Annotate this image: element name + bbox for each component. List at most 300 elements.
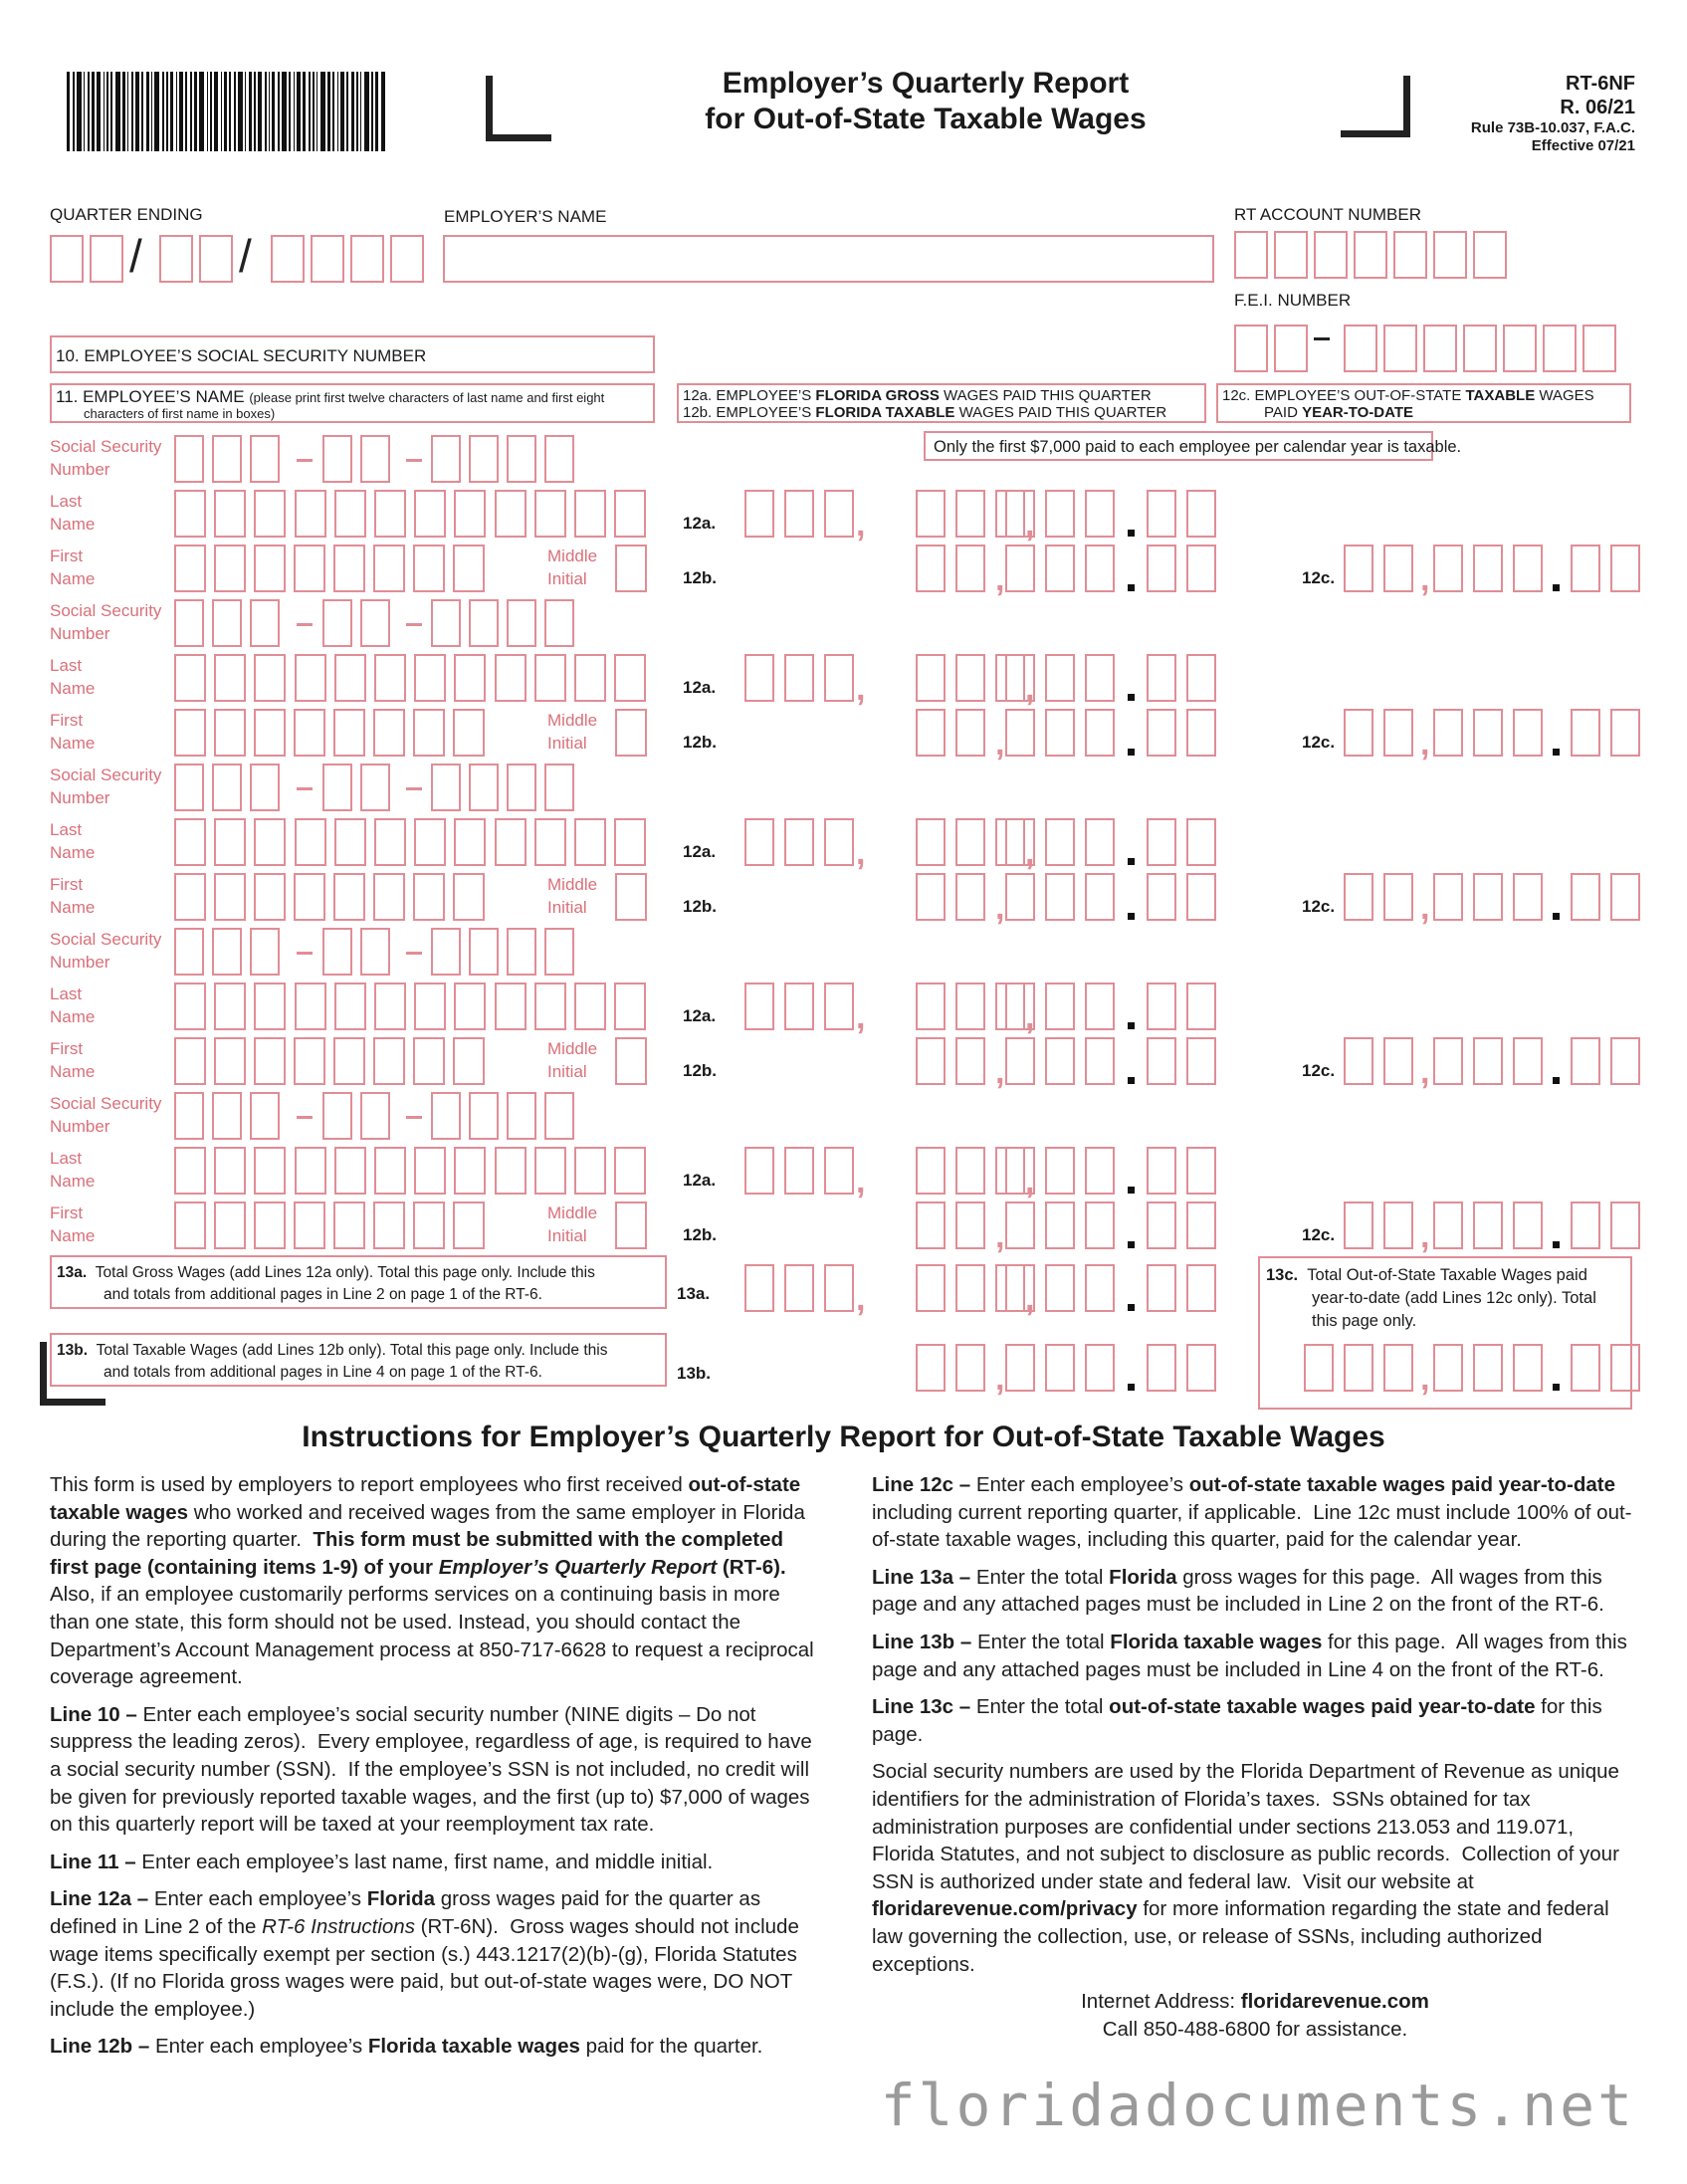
ssn-digit-box[interactable] xyxy=(431,599,461,647)
first-name-char-box[interactable] xyxy=(333,1201,365,1249)
wage-12a-digit-box[interactable] xyxy=(824,490,854,538)
wage-12a-digit-box[interactable] xyxy=(824,1264,854,1312)
ssn-digit-box[interactable] xyxy=(507,928,536,976)
wage-12a-digit-box[interactable] xyxy=(955,818,985,866)
wage-12a-digit-box[interactable] xyxy=(784,983,814,1030)
wage-12b-digit-box[interactable] xyxy=(1005,709,1035,757)
wage-12c-digit-box[interactable] xyxy=(1473,545,1503,592)
ssn-digit-box[interactable] xyxy=(174,1092,204,1140)
wage-12a-digit-box[interactable] xyxy=(824,1147,854,1195)
first-name-char-box[interactable] xyxy=(254,1037,286,1085)
last-name-char-box[interactable] xyxy=(334,490,366,538)
first-name-char-box[interactable] xyxy=(413,545,445,592)
last-name-char-box[interactable] xyxy=(374,654,406,702)
quarter-ending-digit-box[interactable] xyxy=(199,235,233,283)
last-name-char-box[interactable] xyxy=(574,1147,606,1195)
last-name-char-box[interactable] xyxy=(214,1147,246,1195)
wage-12b-digit-box[interactable] xyxy=(955,1037,985,1085)
last-name-char-box[interactable] xyxy=(454,1147,486,1195)
last-name-char-box[interactable] xyxy=(414,654,446,702)
last-name-char-box[interactable] xyxy=(495,1147,527,1195)
wage-12b-digit-box[interactable] xyxy=(1085,709,1115,757)
middle-initial-box[interactable] xyxy=(615,1037,647,1085)
ssn-digit-box[interactable] xyxy=(212,1092,242,1140)
middle-initial-box[interactable] xyxy=(615,873,647,921)
fei-digit-box[interactable] xyxy=(1344,325,1377,372)
wage-12a-digit-box[interactable] xyxy=(824,818,854,866)
ssn-digit-box[interactable] xyxy=(431,764,461,811)
wage-12b-digit-box[interactable] xyxy=(1045,545,1075,592)
ssn-digit-box[interactable] xyxy=(212,764,242,811)
first-name-char-box[interactable] xyxy=(453,1037,485,1085)
wage-12a-digit-box[interactable] xyxy=(1045,654,1075,702)
wage-12c-digit-box[interactable] xyxy=(1610,1201,1640,1249)
first-name-char-box[interactable] xyxy=(373,1037,405,1085)
quarter-ending-digit-box[interactable] xyxy=(90,235,123,283)
wage-12b-digit-box[interactable] xyxy=(1186,545,1216,592)
ssn-digit-box[interactable] xyxy=(322,435,352,483)
first-name-char-box[interactable] xyxy=(214,873,246,921)
wage-12c-digit-box[interactable] xyxy=(1344,1201,1373,1249)
wage-12a-digit-box[interactable] xyxy=(916,1147,946,1195)
ssn-digit-box[interactable] xyxy=(212,435,242,483)
wage-12c-digit-box[interactable] xyxy=(1383,709,1413,757)
ssn-digit-box[interactable] xyxy=(322,599,352,647)
wage-12a-digit-box[interactable] xyxy=(1186,490,1216,538)
wage-12c-digit-box[interactable] xyxy=(1571,1037,1600,1085)
ssn-digit-box[interactable] xyxy=(174,928,204,976)
wage-12c-digit-box[interactable] xyxy=(1433,873,1463,921)
first-name-char-box[interactable] xyxy=(254,545,286,592)
last-name-char-box[interactable] xyxy=(374,1147,406,1195)
wage-12b-digit-box[interactable] xyxy=(1085,545,1115,592)
wage-12c-digit-box[interactable] xyxy=(1383,1201,1413,1249)
ssn-digit-box[interactable] xyxy=(544,928,574,976)
wage-12a-digit-box[interactable] xyxy=(1147,654,1176,702)
ssn-digit-box[interactable] xyxy=(507,764,536,811)
rt-account-digit-box[interactable] xyxy=(1314,231,1348,279)
ssn-digit-box[interactable] xyxy=(431,435,461,483)
first-name-char-box[interactable] xyxy=(214,545,246,592)
ssn-digit-box[interactable] xyxy=(469,928,499,976)
last-name-char-box[interactable] xyxy=(414,1147,446,1195)
wage-12a-digit-box[interactable] xyxy=(1045,983,1075,1030)
wage-12c-digit-box[interactable] xyxy=(1344,1037,1373,1085)
ssn-digit-box[interactable] xyxy=(507,599,536,647)
wage-12a-digit-box[interactable] xyxy=(1147,490,1176,538)
last-name-char-box[interactable] xyxy=(174,1147,206,1195)
wage-12b-digit-box[interactable] xyxy=(1186,709,1216,757)
website-link[interactable]: floridarevenue.com xyxy=(1240,1990,1429,2014)
middle-initial-box[interactable] xyxy=(615,545,647,592)
wage-12c-digit-box[interactable] xyxy=(1571,1201,1600,1249)
rt-account-digit-box[interactable] xyxy=(1354,231,1387,279)
wage-12a-digit-box[interactable] xyxy=(1085,654,1115,702)
fei-digit-box[interactable] xyxy=(1274,325,1308,372)
wage-12a-digit-box[interactable] xyxy=(916,818,946,866)
wage-12b-digit-box[interactable] xyxy=(1186,873,1216,921)
wage-12c-digit-box[interactable] xyxy=(1610,709,1640,757)
last-name-char-box[interactable] xyxy=(454,983,486,1030)
wage-12a-digit-box[interactable] xyxy=(1005,654,1035,702)
first-name-char-box[interactable] xyxy=(373,1201,405,1249)
last-name-char-box[interactable] xyxy=(254,490,286,538)
last-name-char-box[interactable] xyxy=(614,818,646,866)
wage-12b-digit-box[interactable] xyxy=(916,1344,946,1392)
fei-digit-box[interactable] xyxy=(1234,325,1268,372)
wage-12c-digit-box[interactable] xyxy=(1610,1037,1640,1085)
wage-12b-digit-box[interactable] xyxy=(1147,873,1176,921)
wage-12c-digit-box[interactable] xyxy=(1571,545,1600,592)
wage-12c-digit-box[interactable] xyxy=(1513,545,1543,592)
last-name-char-box[interactable] xyxy=(534,490,566,538)
last-name-char-box[interactable] xyxy=(254,654,286,702)
fei-digit-box[interactable] xyxy=(1383,325,1417,372)
fei-digit-box[interactable] xyxy=(1503,325,1537,372)
ssn-digit-box[interactable] xyxy=(360,928,390,976)
quarter-ending-digit-box[interactable] xyxy=(159,235,193,283)
wage-12b-digit-box[interactable] xyxy=(1147,1037,1176,1085)
wage-12b-digit-box[interactable] xyxy=(916,873,946,921)
wage-12b-digit-box[interactable] xyxy=(1005,1201,1035,1249)
wage-12b-digit-box[interactable] xyxy=(1005,545,1035,592)
first-name-char-box[interactable] xyxy=(453,709,485,757)
ssn-digit-box[interactable] xyxy=(174,435,204,483)
total-13c-digit-box[interactable] xyxy=(1433,1344,1463,1392)
last-name-char-box[interactable] xyxy=(214,654,246,702)
ssn-digit-box[interactable] xyxy=(250,764,280,811)
last-name-char-box[interactable] xyxy=(414,818,446,866)
wage-12a-digit-box[interactable] xyxy=(955,983,985,1030)
last-name-char-box[interactable] xyxy=(534,818,566,866)
wage-12c-digit-box[interactable] xyxy=(1473,1037,1503,1085)
first-name-char-box[interactable] xyxy=(413,1037,445,1085)
wage-12a-digit-box[interactable] xyxy=(1005,1264,1035,1312)
wage-12a-digit-box[interactable] xyxy=(784,490,814,538)
wage-12b-digit-box[interactable] xyxy=(1005,1037,1035,1085)
ssn-digit-box[interactable] xyxy=(360,1092,390,1140)
wage-12b-digit-box[interactable] xyxy=(1085,1344,1115,1392)
wage-12c-digit-box[interactable] xyxy=(1433,545,1463,592)
ssn-digit-box[interactable] xyxy=(322,764,352,811)
wage-12b-digit-box[interactable] xyxy=(1186,1201,1216,1249)
last-name-char-box[interactable] xyxy=(574,490,606,538)
quarter-ending-digit-box[interactable] xyxy=(350,235,384,283)
employer-name-field[interactable] xyxy=(443,235,1214,283)
wage-12a-digit-box[interactable] xyxy=(1005,818,1035,866)
wage-12b-digit-box[interactable] xyxy=(1147,709,1176,757)
fei-digit-box[interactable] xyxy=(1543,325,1577,372)
wage-12b-digit-box[interactable] xyxy=(916,1201,946,1249)
wage-12c-digit-box[interactable] xyxy=(1383,873,1413,921)
ssn-digit-box[interactable] xyxy=(212,928,242,976)
wage-12a-digit-box[interactable] xyxy=(1085,818,1115,866)
last-name-char-box[interactable] xyxy=(295,1147,326,1195)
ssn-digit-box[interactable] xyxy=(507,1092,536,1140)
wage-12b-digit-box[interactable] xyxy=(955,1344,985,1392)
first-name-char-box[interactable] xyxy=(413,1201,445,1249)
wage-12a-digit-box[interactable] xyxy=(784,1147,814,1195)
wage-12b-digit-box[interactable] xyxy=(955,709,985,757)
last-name-char-box[interactable] xyxy=(414,490,446,538)
wage-12c-digit-box[interactable] xyxy=(1433,709,1463,757)
first-name-char-box[interactable] xyxy=(413,873,445,921)
first-name-char-box[interactable] xyxy=(174,873,206,921)
wage-12b-digit-box[interactable] xyxy=(1045,1037,1075,1085)
last-name-char-box[interactable] xyxy=(614,654,646,702)
rt-account-digit-box[interactable] xyxy=(1234,231,1268,279)
wage-12a-digit-box[interactable] xyxy=(1085,983,1115,1030)
last-name-char-box[interactable] xyxy=(254,1147,286,1195)
fei-digit-box[interactable] xyxy=(1582,325,1616,372)
quarter-ending-digit-box[interactable] xyxy=(390,235,424,283)
wage-12b-digit-box[interactable] xyxy=(1085,1201,1115,1249)
ssn-digit-box[interactable] xyxy=(322,928,352,976)
wage-12a-digit-box[interactable] xyxy=(955,654,985,702)
quarter-ending-digit-box[interactable] xyxy=(311,235,344,283)
last-name-char-box[interactable] xyxy=(414,983,446,1030)
ssn-digit-box[interactable] xyxy=(431,928,461,976)
last-name-char-box[interactable] xyxy=(295,654,326,702)
wage-12b-digit-box[interactable] xyxy=(1085,873,1115,921)
last-name-char-box[interactable] xyxy=(374,983,406,1030)
ssn-digit-box[interactable] xyxy=(174,599,204,647)
wage-12c-digit-box[interactable] xyxy=(1473,873,1503,921)
last-name-char-box[interactable] xyxy=(614,490,646,538)
rt-account-digit-box[interactable] xyxy=(1393,231,1427,279)
wage-12b-digit-box[interactable] xyxy=(1045,1344,1075,1392)
wage-12c-digit-box[interactable] xyxy=(1344,709,1373,757)
wage-12b-digit-box[interactable] xyxy=(1186,1037,1216,1085)
wage-12b-digit-box[interactable] xyxy=(1005,873,1035,921)
wage-12a-digit-box[interactable] xyxy=(916,983,946,1030)
total-13c-digit-box[interactable] xyxy=(1610,1344,1640,1392)
wage-12c-digit-box[interactable] xyxy=(1473,709,1503,757)
wage-12a-digit-box[interactable] xyxy=(916,654,946,702)
total-13c-digit-box[interactable] xyxy=(1304,1344,1334,1392)
first-name-char-box[interactable] xyxy=(294,1201,325,1249)
wage-12c-digit-box[interactable] xyxy=(1433,1037,1463,1085)
wage-12b-digit-box[interactable] xyxy=(1045,1201,1075,1249)
last-name-char-box[interactable] xyxy=(454,490,486,538)
wage-12c-digit-box[interactable] xyxy=(1383,1037,1413,1085)
first-name-char-box[interactable] xyxy=(294,1037,325,1085)
wage-12a-digit-box[interactable] xyxy=(1085,1147,1115,1195)
first-name-char-box[interactable] xyxy=(214,1201,246,1249)
wage-12c-digit-box[interactable] xyxy=(1344,545,1373,592)
first-name-char-box[interactable] xyxy=(174,1201,206,1249)
quarter-ending-digit-box[interactable] xyxy=(271,235,305,283)
wage-12a-digit-box[interactable] xyxy=(1147,1147,1176,1195)
wage-12a-digit-box[interactable] xyxy=(1045,818,1075,866)
last-name-char-box[interactable] xyxy=(174,818,206,866)
first-name-char-box[interactable] xyxy=(333,709,365,757)
ssn-digit-box[interactable] xyxy=(360,764,390,811)
wage-12b-digit-box[interactable] xyxy=(1147,1344,1176,1392)
wage-12c-digit-box[interactable] xyxy=(1344,873,1373,921)
wage-12b-digit-box[interactable] xyxy=(1045,873,1075,921)
ssn-digit-box[interactable] xyxy=(322,1092,352,1140)
quarter-ending-digit-box[interactable] xyxy=(50,235,84,283)
first-name-char-box[interactable] xyxy=(294,873,325,921)
rt-account-digit-box[interactable] xyxy=(1473,231,1507,279)
wage-12b-digit-box[interactable] xyxy=(1085,1037,1115,1085)
ssn-digit-box[interactable] xyxy=(360,435,390,483)
wage-12a-digit-box[interactable] xyxy=(1186,1147,1216,1195)
total-13c-digit-box[interactable] xyxy=(1344,1344,1373,1392)
first-name-char-box[interactable] xyxy=(174,1037,206,1085)
first-name-char-box[interactable] xyxy=(333,545,365,592)
last-name-char-box[interactable] xyxy=(614,983,646,1030)
ssn-digit-box[interactable] xyxy=(469,764,499,811)
ssn-digit-box[interactable] xyxy=(250,1092,280,1140)
wage-12b-digit-box[interactable] xyxy=(1147,1201,1176,1249)
wage-12c-digit-box[interactable] xyxy=(1571,709,1600,757)
last-name-char-box[interactable] xyxy=(174,983,206,1030)
last-name-char-box[interactable] xyxy=(334,1147,366,1195)
wage-12c-digit-box[interactable] xyxy=(1473,1201,1503,1249)
last-name-char-box[interactable] xyxy=(495,654,527,702)
wage-12a-digit-box[interactable] xyxy=(1045,1147,1075,1195)
wage-12c-digit-box[interactable] xyxy=(1513,873,1543,921)
first-name-char-box[interactable] xyxy=(373,545,405,592)
wage-12b-digit-box[interactable] xyxy=(916,1037,946,1085)
last-name-char-box[interactable] xyxy=(454,818,486,866)
last-name-char-box[interactable] xyxy=(495,818,527,866)
last-name-char-box[interactable] xyxy=(454,654,486,702)
ssn-digit-box[interactable] xyxy=(469,435,499,483)
wage-12a-digit-box[interactable] xyxy=(955,1147,985,1195)
last-name-char-box[interactable] xyxy=(295,983,326,1030)
wage-12b-digit-box[interactable] xyxy=(1147,545,1176,592)
first-name-char-box[interactable] xyxy=(294,545,325,592)
wage-12a-digit-box[interactable] xyxy=(824,654,854,702)
last-name-char-box[interactable] xyxy=(374,818,406,866)
wage-12a-digit-box[interactable] xyxy=(1045,1264,1075,1312)
first-name-char-box[interactable] xyxy=(453,545,485,592)
first-name-char-box[interactable] xyxy=(453,1201,485,1249)
wage-12a-digit-box[interactable] xyxy=(1005,490,1035,538)
last-name-char-box[interactable] xyxy=(174,490,206,538)
wage-12a-digit-box[interactable] xyxy=(784,818,814,866)
wage-12b-digit-box[interactable] xyxy=(916,709,946,757)
ssn-digit-box[interactable] xyxy=(544,1092,574,1140)
wage-12a-digit-box[interactable] xyxy=(1147,983,1176,1030)
first-name-char-box[interactable] xyxy=(333,873,365,921)
wage-12b-digit-box[interactable] xyxy=(955,1201,985,1249)
wage-12b-digit-box[interactable] xyxy=(1005,1344,1035,1392)
total-13c-digit-box[interactable] xyxy=(1473,1344,1503,1392)
ssn-digit-box[interactable] xyxy=(250,928,280,976)
first-name-char-box[interactable] xyxy=(174,545,206,592)
last-name-char-box[interactable] xyxy=(254,983,286,1030)
last-name-char-box[interactable] xyxy=(214,818,246,866)
wage-12a-digit-box[interactable] xyxy=(1186,983,1216,1030)
wage-12a-digit-box[interactable] xyxy=(1005,983,1035,1030)
wage-12a-digit-box[interactable] xyxy=(916,490,946,538)
wage-12a-digit-box[interactable] xyxy=(1005,1147,1035,1195)
fei-digit-box[interactable] xyxy=(1463,325,1497,372)
last-name-char-box[interactable] xyxy=(214,983,246,1030)
wage-12a-digit-box[interactable] xyxy=(1085,490,1115,538)
wage-12a-digit-box[interactable] xyxy=(744,1264,774,1312)
first-name-char-box[interactable] xyxy=(453,873,485,921)
wage-12c-digit-box[interactable] xyxy=(1513,1201,1543,1249)
ssn-digit-box[interactable] xyxy=(431,1092,461,1140)
first-name-char-box[interactable] xyxy=(254,873,286,921)
first-name-char-box[interactable] xyxy=(254,709,286,757)
wage-12c-digit-box[interactable] xyxy=(1610,873,1640,921)
last-name-char-box[interactable] xyxy=(574,983,606,1030)
wage-12a-digit-box[interactable] xyxy=(744,983,774,1030)
first-name-char-box[interactable] xyxy=(254,1201,286,1249)
wage-12a-digit-box[interactable] xyxy=(1085,1264,1115,1312)
first-name-char-box[interactable] xyxy=(174,709,206,757)
last-name-char-box[interactable] xyxy=(574,654,606,702)
wage-12a-digit-box[interactable] xyxy=(744,490,774,538)
first-name-char-box[interactable] xyxy=(214,1037,246,1085)
wage-12a-digit-box[interactable] xyxy=(1045,490,1075,538)
wage-12a-digit-box[interactable] xyxy=(744,654,774,702)
last-name-char-box[interactable] xyxy=(334,983,366,1030)
middle-initial-box[interactable] xyxy=(615,709,647,757)
ssn-digit-box[interactable] xyxy=(469,1092,499,1140)
first-name-char-box[interactable] xyxy=(294,709,325,757)
ssn-digit-box[interactable] xyxy=(250,599,280,647)
wage-12b-digit-box[interactable] xyxy=(1186,1344,1216,1392)
wage-12c-digit-box[interactable] xyxy=(1513,709,1543,757)
wage-12c-digit-box[interactable] xyxy=(1383,545,1413,592)
last-name-char-box[interactable] xyxy=(534,983,566,1030)
last-name-char-box[interactable] xyxy=(374,490,406,538)
first-name-char-box[interactable] xyxy=(333,1037,365,1085)
first-name-char-box[interactable] xyxy=(413,709,445,757)
last-name-char-box[interactable] xyxy=(534,654,566,702)
ssn-digit-box[interactable] xyxy=(544,764,574,811)
last-name-char-box[interactable] xyxy=(574,818,606,866)
wage-12a-digit-box[interactable] xyxy=(1186,654,1216,702)
last-name-char-box[interactable] xyxy=(614,1147,646,1195)
ssn-digit-box[interactable] xyxy=(360,599,390,647)
wage-12b-digit-box[interactable] xyxy=(955,873,985,921)
wage-12a-digit-box[interactable] xyxy=(744,818,774,866)
wage-12c-digit-box[interactable] xyxy=(1571,873,1600,921)
wage-12a-digit-box[interactable] xyxy=(955,1264,985,1312)
rt-account-digit-box[interactable] xyxy=(1433,231,1467,279)
last-name-char-box[interactable] xyxy=(495,983,527,1030)
last-name-char-box[interactable] xyxy=(295,490,326,538)
wage-12c-digit-box[interactable] xyxy=(1433,1201,1463,1249)
wage-12b-digit-box[interactable] xyxy=(916,545,946,592)
wage-12a-digit-box[interactable] xyxy=(1186,1264,1216,1312)
wage-12c-digit-box[interactable] xyxy=(1610,545,1640,592)
wage-12a-digit-box[interactable] xyxy=(1186,818,1216,866)
ssn-digit-box[interactable] xyxy=(250,435,280,483)
wage-12a-digit-box[interactable] xyxy=(784,1264,814,1312)
ssn-digit-box[interactable] xyxy=(469,599,499,647)
first-name-char-box[interactable] xyxy=(214,709,246,757)
ssn-digit-box[interactable] xyxy=(507,435,536,483)
ssn-digit-box[interactable] xyxy=(174,764,204,811)
wage-12a-digit-box[interactable] xyxy=(1147,1264,1176,1312)
wage-12c-digit-box[interactable] xyxy=(1513,1037,1543,1085)
last-name-char-box[interactable] xyxy=(334,818,366,866)
total-13c-digit-box[interactable] xyxy=(1383,1344,1413,1392)
last-name-char-box[interactable] xyxy=(295,818,326,866)
total-13c-digit-box[interactable] xyxy=(1571,1344,1600,1392)
last-name-char-box[interactable] xyxy=(334,654,366,702)
wage-12a-digit-box[interactable] xyxy=(955,490,985,538)
